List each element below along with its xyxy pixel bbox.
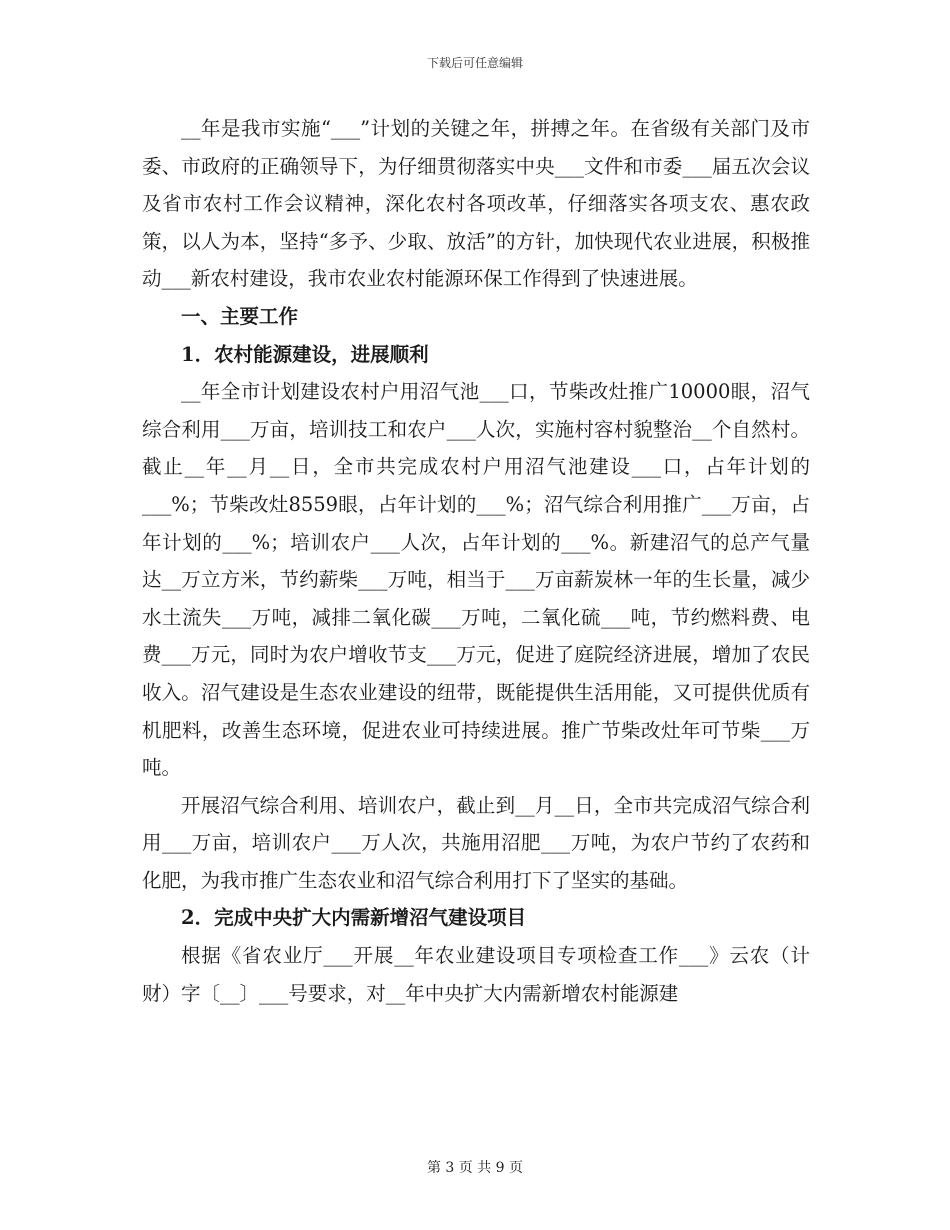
page-number: 第 3 页 共 9 页 <box>426 1160 524 1176</box>
page-header-note: 下载后可任意编辑 <box>426 56 523 70</box>
central-project-paragraph: 根据《省农业厅___开展__年农业建设项目专项检查工作___》云农（计财）字〔__〕___号要求，对__年中央扩大内需新增农村能源建 <box>142 944 810 1005</box>
section-heading-main-work: 一、主要工作 <box>181 304 299 328</box>
document-body <box>142 110 810 1012</box>
biogas-training-paragraph: 开展沼气综合利用、培训农户，截止到__月__日，全市共完成沼气综合利用___万亩，培训农户___万人次，共施用沼肥___万吨，为农户节约了农药和化肥，为我市推广生态农业和沼气综合利用打下了坚实的基础。 <box>142 793 810 892</box>
subsection-heading-rural-energy: 1．农村能源建设，进展顺利 <box>181 342 429 366</box>
intro-paragraph: __年是我市实施“___”计划的关键之年，拼搏之年。在省级有关部门及市委、市政府的正确领导下，为仔细贯彻落实中央___文件和市委___届五次会议及省市农村工作会议精神，深化农村各项改革，仔细落实各项支农、惠农政策，以人为本，坚持“多予、少取、放活”的方针，加快现代农业进展，积极推动___新农村建设，我市农业农村能源环保工作得到了快速进展。 <box>142 117 810 291</box>
rural-energy-paragraph: __年全市计划建设农村户用沼气池___口，节柴改灶推广10000眼，沼气综合利用___万亩，培训技工和农户___人次，实施村容村貌整治__个自然村。截止__年__月__日，全市共完成农村户用沼气池建设___口，占年计划的___%；节柴改灶8559眼，占年计划的___%；沼气综合利用推广___万亩，占年计划的___%；培训农户___人次，占年计划的___%。新建沼气的总产气量达__万立方米，节约薪柴___万吨，相当于___万亩薪炭林一年的生长量，减少水土流失___万吨，减排二氧化碳___万吨，二氧化硫___吨，节约燃料费、电费___万元，同时为农户增收节支___万元，促进了庭院经济进展，增加了农民收入。沼气建设是生态农业建设的纽带，既能提供生活用能，又可提供优质有机肥料，改善生态环境，促进农业可持续进展。推广节柴改灶年可节柴___万吨。 <box>142 380 810 780</box>
subsection-heading-central-project: 2．完成中央扩大内需新增沼气建设项目 <box>181 906 527 930</box>
